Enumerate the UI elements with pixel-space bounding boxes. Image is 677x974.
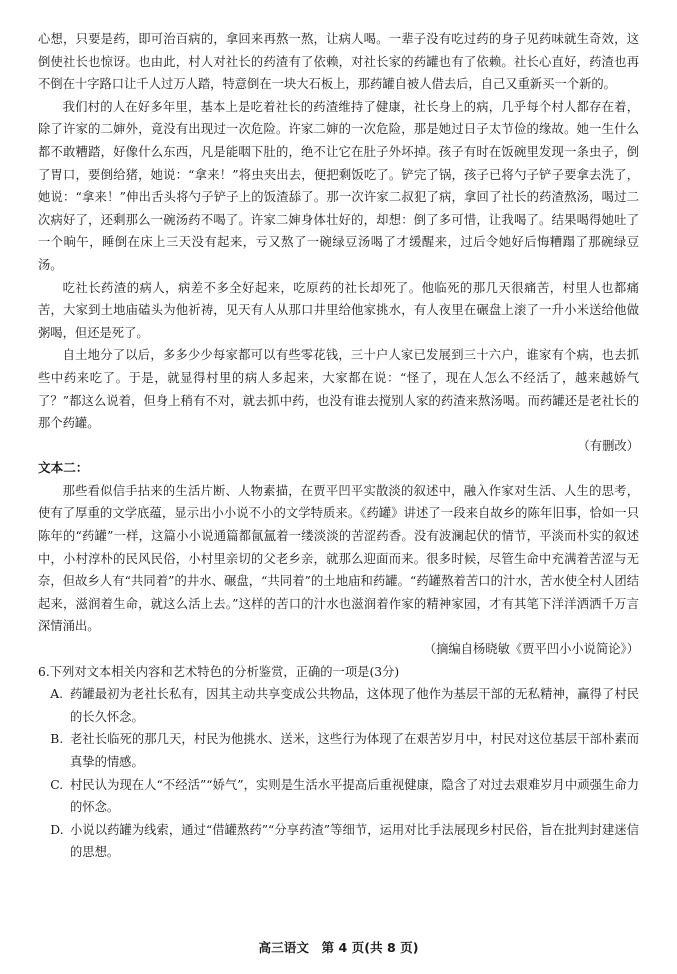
option-b xyxy=(38,728,639,773)
passage-paragraph-3: 吃社长药渣的病人，病差不多全好起来，吃原药的社长却死了。他临死的那几天很痛苦，村里人也都痛苦，大家到土地庙磕头为他祈祷，见天有人从那口井里给他家挑水，有人夜里在碾盘上滚了一升小米送给他做粥喝，但还是死了。 xyxy=(38,280,639,340)
passage-source-note: （有删改） xyxy=(577,438,639,453)
option-d xyxy=(38,819,639,864)
option-a xyxy=(38,683,639,728)
passage-paragraph-2: 我们村的人在好多年里，基本上是吃着社长的药渣维持了健康，社长身上的病，几乎每个村人都存在着，除了许家的二婶外，竟没有出现过一次危险。许家二婶的一次危险，那是她过日子太节俭的缘故。她一生什么都不敢糟踏，好像什么东西，凡是能咽下肚的，绝不让它在肚子外坏掉。孩子有时在饭碗里发现一条虫子，倒了胃口，要倒给猪，她说：“拿来！”将虫夹出去，便把剩饭吃了。铲完了锅，孩子已将勺子铲子要拿去洗了，她说：“拿来！”伸出舌头将勺子铲子上的饭渣舔了。那一次许家二叔犯了病，拿回了社长的药渣熬汤，喝过二次病好了，还剩那么一碗汤药不喝了。许家二婶身体壮好的，却想：倒了多可惜，让我喝了。结果喝得她吐了一个晌午，睡倒在床上三天没有起来，亏又熬了一碗绿豆汤喝了才缓醒来，过后令她好后悔糟蹋了那碗绿豆汤。 xyxy=(38,99,639,272)
text2-heading: 文本二： xyxy=(38,460,89,476)
option-a-text: 药罐最初为老社长私有，因其主动共享变成公共物品，这体现了他作为基层干部的无私精神，赢得了村民的长久怀念。 xyxy=(69,687,639,724)
option-a-label: A. xyxy=(50,687,64,702)
text2-source-note: （摘编自杨晓敏《贾平凹小小说简论》） xyxy=(423,642,639,657)
option-c-label: C. xyxy=(50,777,64,792)
option-b-label: B. xyxy=(50,732,64,747)
text2-paragraph: 那些看似信手拈来的生活片断、人物素描，在贾平凹平实散淡的叙述中，融入作家对生活、人生的思考，使有了厚重的文学底蕴，显示出小小说不小的文学特质来。《药罐》讲述了一段来自故乡的陈年旧事，恰如一只陈年的“药罐”一样，这篇小小说通篇都氤氲着一缕淡淡的苦涩药香。没有波澜起伏的情节，平淡而朴实的叙述中，小村淳朴的民风民俗，小村里亲切的父老乡亲，就那么迎面而来。很多时候，尽管生命中充满着苦涩与无奈，但故乡人有“共同着”的井水、碾盘，“共同着”的土地庙和药罐。“药罐熬着苦口的汁水，苦水使全村人团结起来，滋润着生命，就这么活上去。”这样的苦口的汁水也滋润着作家的精神家园，才有其笔下洋洋洒洒千万言深情涌出。 xyxy=(38,483,639,634)
page-footer: 高三语文 第 4 页(共 8 页) xyxy=(258,940,419,955)
option-b-text: 老社长临死的那几天，村民为他挑水、送米，这些行为体现了在艰苦岁月中，村民对这位基层干部朴素而真挚的情感。 xyxy=(69,732,639,769)
passage-paragraph-1: 心想，只要是药，即可治百病的，拿回来再熬一熬，让病人喝。一辈子没有吃过药的身子见药味就生奇效，这倒使社长也惊讶。也由此，村人对社长的药渣有了依赖，对社长家的药罐也有了依赖。社长心直好，药渣也再不倒在十字路口让千人过万人踏，特意倒在一块大石板上，那药罐自被人借去后，自己又重新买一个新的。 xyxy=(38,32,639,92)
passage-paragraph-4: 自土地分了以后，多多少少每家都可以有些零花钱，三十户人家已发展到三十六户，谁家有个病，也去抓些中药来吃了。于是，就显得村里的病人多起来，大家都在说：“怪了，现在人怎么不经活了，越来越娇气了？”都这么说着，但身上稍有不对，就去抓中药，也没有谁去搅别人家的药渣来熬汤喝。而药罐还是老社长的那个药罐。 xyxy=(38,348,639,431)
option-c xyxy=(38,774,639,819)
option-d-label: D. xyxy=(50,822,64,837)
question-stem: 6.下列对文本相关内容和艺术特色的分析鉴赏，正确的一项是(3分) xyxy=(38,664,400,679)
option-d-text: 小说以药罐为线索，通过“借罐熬药”“分享药渣”等细节，运用对比手法展现乡村民俗，旨在批判封建迷信的思想。 xyxy=(69,822,639,860)
option-c-text: 村民认为现在人“不经活”“娇气”，实则是生活水平提高后重视健康，隐含了对过去艰难岁月中顽强生命力的怀念。 xyxy=(69,777,639,815)
